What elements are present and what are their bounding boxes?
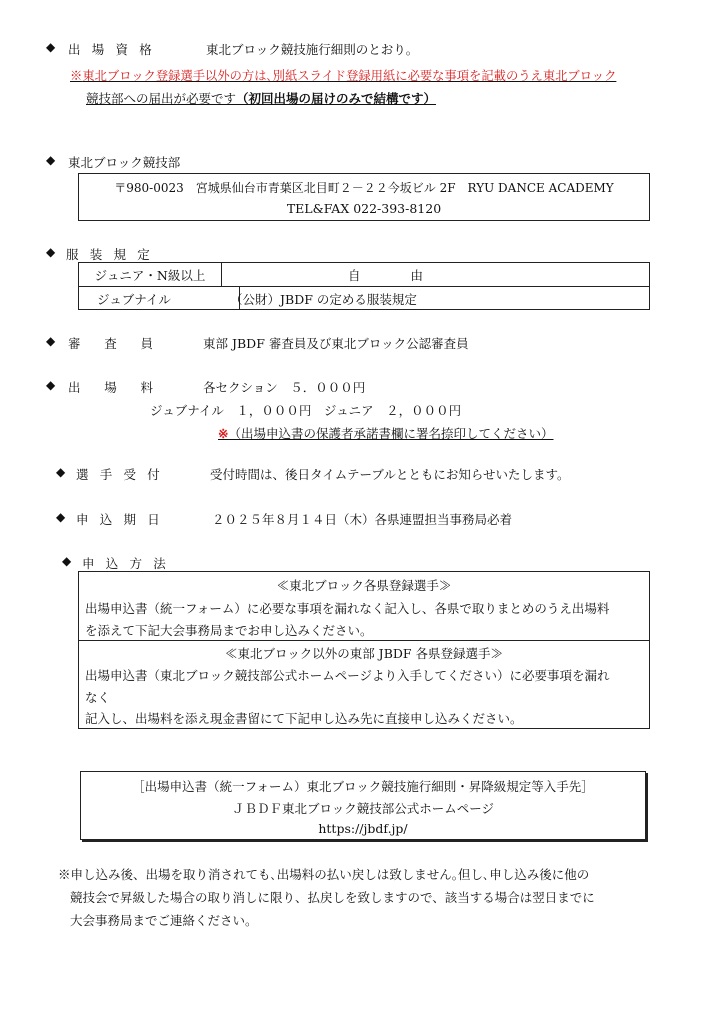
- dress-rule-cell: （公財）JBDF の定める服装規定: [230, 291, 417, 307]
- eligibility-note-line2: 競技部への届出が必要です（初回出場の届けのみで結構です）: [86, 91, 437, 106]
- method-block1-line2: を添えて下記大会事務局までお申し込みください。: [85, 623, 373, 638]
- method-block1-line1: 出場申込書（統一フォーム）に必要な事項を漏れなく記入し、各県で取りまとめのうえ出場料: [85, 601, 610, 616]
- download-url[interactable]: https://jbdf.jp/: [318, 821, 408, 836]
- reception-value: 受付時間は、後日タイムテーブルとともにお知らせいたします。: [210, 467, 570, 482]
- method-label: 申込方法: [82, 556, 178, 571]
- download-line2: ＪＢＤＦ東北ブロック競技部公式ホームページ: [231, 801, 494, 816]
- table-row: [79, 287, 649, 310]
- fee-line2: ジュブナイル １，０００円 ジュニア ２，０００円: [150, 403, 462, 418]
- bureau-address: 〒980-0023 宮城県仙台市青葉区北目町２－２２今坂ビル 2F RYU DANCE ACADEMY: [114, 181, 614, 195]
- section-bullet: ◆: [46, 378, 56, 392]
- section-bullet: ◆: [56, 510, 66, 524]
- section-bullet: ◆: [62, 554, 72, 568]
- download-line1: ［出場申込書（統一フォーム）東北ブロック競技施行細則・昇降級規定等入手先］: [132, 779, 594, 794]
- eligibility-value: 東北ブロック競技施行細則のとおり。: [206, 42, 419, 57]
- section-bullet: ◆: [46, 334, 56, 348]
- deadline-label: 申込期日: [76, 512, 172, 527]
- bureau-label: 東北ブロック競技部: [68, 155, 181, 170]
- method-block2-line2: なく: [85, 690, 111, 705]
- method-box: [78, 571, 650, 729]
- download-info-box: [80, 771, 646, 840]
- section-bullet: ◆: [46, 245, 56, 259]
- fee-note: ※（出場申込書の保護者承諾書欄に署名捺印してください）: [218, 426, 554, 441]
- deadline-value: ２０２５年８月１４日（木）各県連盟担当事務局必着: [212, 512, 513, 527]
- dress-code-table: [78, 262, 650, 310]
- section-bullet: ◆: [56, 465, 66, 479]
- eligibility-note-line1: ※東北ブロック登録選手以外の方は､別紙スライド登録用紙に必要な事項を記載のうえ東北ブロック: [70, 69, 617, 83]
- section-bullet: ◆: [46, 40, 56, 54]
- table-row: [79, 263, 649, 287]
- fee-line1: 各セクション ５．０００円: [203, 380, 366, 395]
- dress-code-label: 服装規定: [66, 247, 162, 262]
- dress-category-cell: ジュニア・N級以上: [79, 263, 222, 286]
- method-block2-line3: 記入し、出場料を添え現金書留にて下記申し込み先に直接申し込みください。: [85, 711, 523, 726]
- method-block2-title: ≪東北ブロック以外の東部 JBDF 各県登録選手≫: [224, 646, 504, 661]
- fee-label: 出場料: [68, 380, 177, 395]
- method-divider: [79, 640, 649, 641]
- bureau-address-box: [78, 173, 650, 221]
- note-mark: ※: [218, 426, 229, 441]
- bureau-tel: TEL&FAX 022-393-8120: [286, 201, 442, 216]
- method-block1-title: ≪東北ブロック各県登録選手≫: [276, 578, 452, 593]
- refund-note-line1: ※申し込み後、出場を取り消されても､出場料の払い戻しは致しません｡但し､申し込み後に他の: [58, 867, 590, 882]
- dress-category-cell: ジュブナイル: [79, 287, 240, 310]
- dress-rule-cell: 自 由: [348, 267, 424, 283]
- refund-note-line2: 競技会で昇級した場合の取り消しに限り、払戻しを致しますので、該当する場合は翌日までに: [70, 890, 595, 905]
- refund-note-line3: 大会事務局までご連絡ください。: [70, 913, 258, 928]
- method-block2-line1: 出場申込書（東北ブロック競技部公式ホームページより入手してください）に必要事項を漏れ: [85, 668, 610, 683]
- note-mark: ※: [70, 69, 83, 83]
- section-bullet: ◆: [46, 153, 56, 167]
- reception-label: 選手受付: [76, 467, 172, 482]
- eligibility-label: 出場資格: [68, 42, 164, 57]
- judges-value: 東部 JBDF 審査員及び東北ブロック公認審査員: [203, 336, 469, 351]
- judges-label: 審査員: [68, 336, 177, 351]
